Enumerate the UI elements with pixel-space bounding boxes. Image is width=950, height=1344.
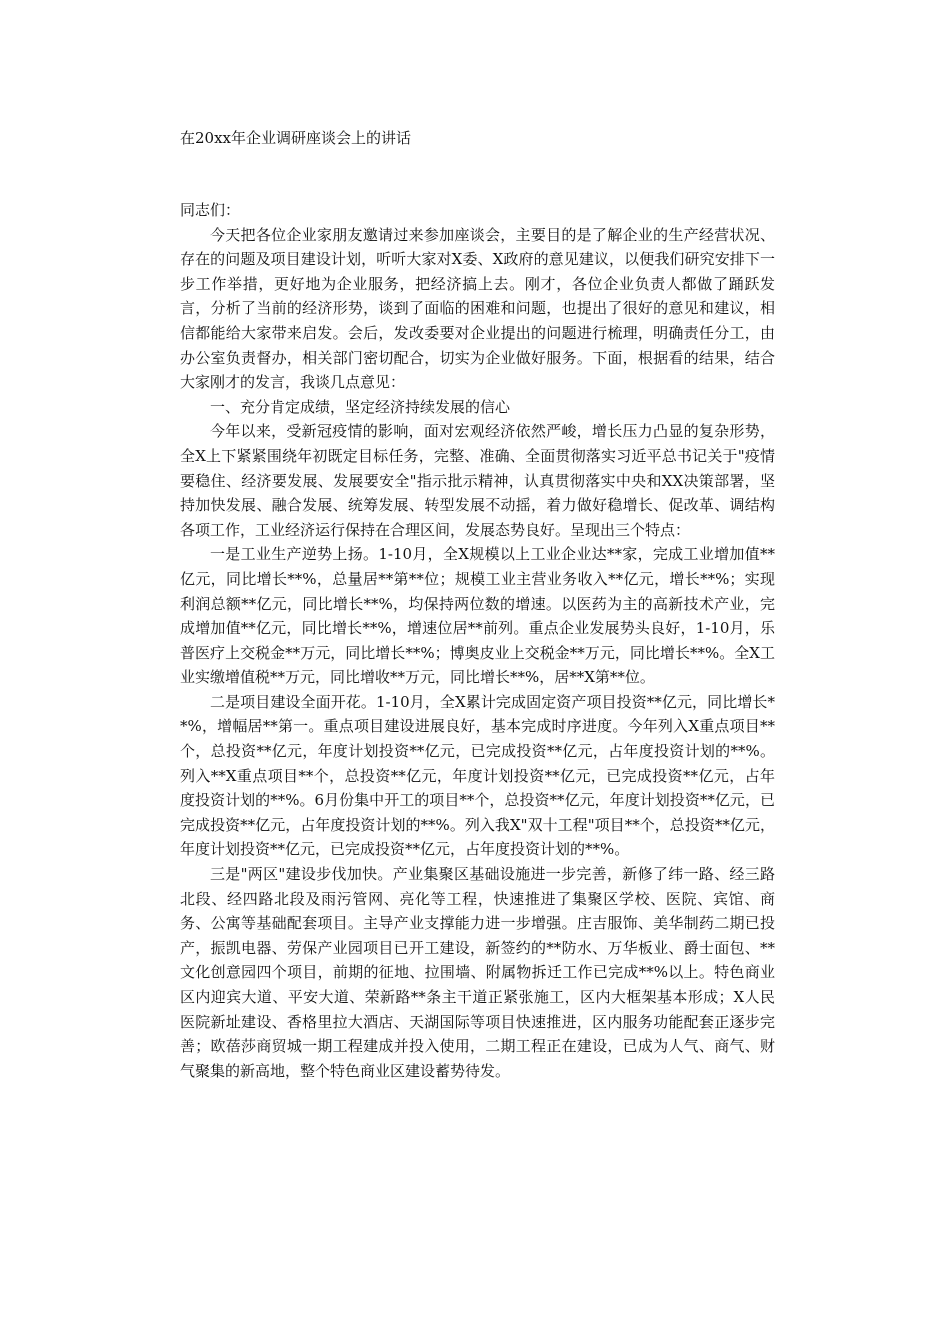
paragraph-overview: 今年以来，受新冠疫情的影响，面对宏观经济依然严峻，增长压力凸显的复杂形势，全X上下紧紧围绕年初既定目标任务，完整、准确、全面贯彻落实习近平总书记关于"疫情要稳住、经济要发展、发展要安全"指示批示精神，认真贯彻落实中央和XX决策部署，坚持加快发展、融合发展、统筹发展、转型发展不动摇，着力做好稳增长、促改革、调结构各项工作，工业经济运行保持在合理区间，发展态势良好。呈现出三个特点： (180, 422, 775, 539)
paragraph-projects: 二是项目建设全面开花。1-10月，全X累计完成固定资产项目投资**亿元，同比增长**%，增幅居**第一。重点项目建设进展良好，基本完成时序进度。今年列入X重点项目**个，总投资**亿元，年度计划投资**亿元，已完成投资**亿元，占年度投资计划的**%。列入**X重点项目**个，总投资**亿元，年度计划投资**亿元，已完成投资**亿元，占年度投资计划的**%。6月份集中开工的项目**个，总投资**亿元，年度计划投资**亿元，已完成投资**亿元，占年度投资计划的**%。列入我X"双十工程"项目**个，总投资**亿元，年度计划投资**亿元，已完成投资**亿元，占年度投资计划的**%。 (180, 692, 775, 859)
paragraph-intro: 今天把各位企业家朋友邀请过来参加座谈会，主要目的是了解企业的生产经营状况、存在的问题及项目建设计划，听听大家对X委、X政府的意见建议，以便我们研究安排下一步工作举措，更好地为企业服务，把经济搞上去。刚才，各位企业负责人都做了踊跃发言，分析了当前的经济形势，谈到了面临的困难和问题，也提出了很好的意见和建议，相信都能给大家带来启发。会后，发改委要对企业提出的问题进行梳理，明确责任分工，由办公室负责督办，相关部门密切配合，切实为企业做好服务。下面，根据看的结果，结合大家刚才的发言，我谈几点意见： (180, 225, 775, 392)
paragraph-two-zones: 三是"两区"建设步伐加快。产业集聚区基础设施进一步完善，新修了纬一路、经三路北段、经四路北段及雨污管网、亮化等工程，快速推进了集聚区学校、医院、宾馆、商务、公寓等基础配套项目。主导产业支撑能力进一步增强。庄吉服饰、美华制药二期已投产，振凯电器、劳保产业园项目已开工建设，新签约的**防水、万华板业、爵士面包、**文化创意园四个项目，前期的征地、拉围墙、附属物拆迁工作已完成**%以上。特色商业区内迎宾大道、平安大道、荣新路**条主干道正紧张施工，区内大框架基本形成；X人民医院新址建设、香格里拉大酒店、天湖国际等项目快速推进，区内服务功能配套正逐步完善；欧蓓莎商贸城一期工程建成并投入使用，二期工程正在建设，已成为人气、商气、财气聚集的新高地，整个特色商业区建设蓄势待发。 (180, 865, 775, 1080)
section-heading-1: 一、充分肯定成绩，坚定经济持续发展的信心 (210, 397, 511, 416)
paragraph-industry: 一是工业生产逆势上扬。1-10月，全X规模以上工业企业达**家，完成工业增加值**亿元，同比增长**%，总量居**第**位；规模工业主营业务收入**亿元，增长**%；实现利润总额**亿元，同比增长**%，均保持两位数的增速。以医药为主的高新技术产业，完成增加值**亿元，同比增长**%，增速位居**前列。重点企业发展势头良好，1-10月，乐普医疗上交税金**万元，同比增长**%；博奥皮业上交税金**万元，同比增长**%。全X工业实缴增值税**万元，同比增收**万元，同比增长**%，居**X第**位。 (180, 545, 775, 687)
salutation: 同志们： (180, 201, 241, 219)
document-body (180, 198, 775, 1083)
document-title: 在20xx年企业调研座谈会上的讲话 (180, 129, 412, 147)
